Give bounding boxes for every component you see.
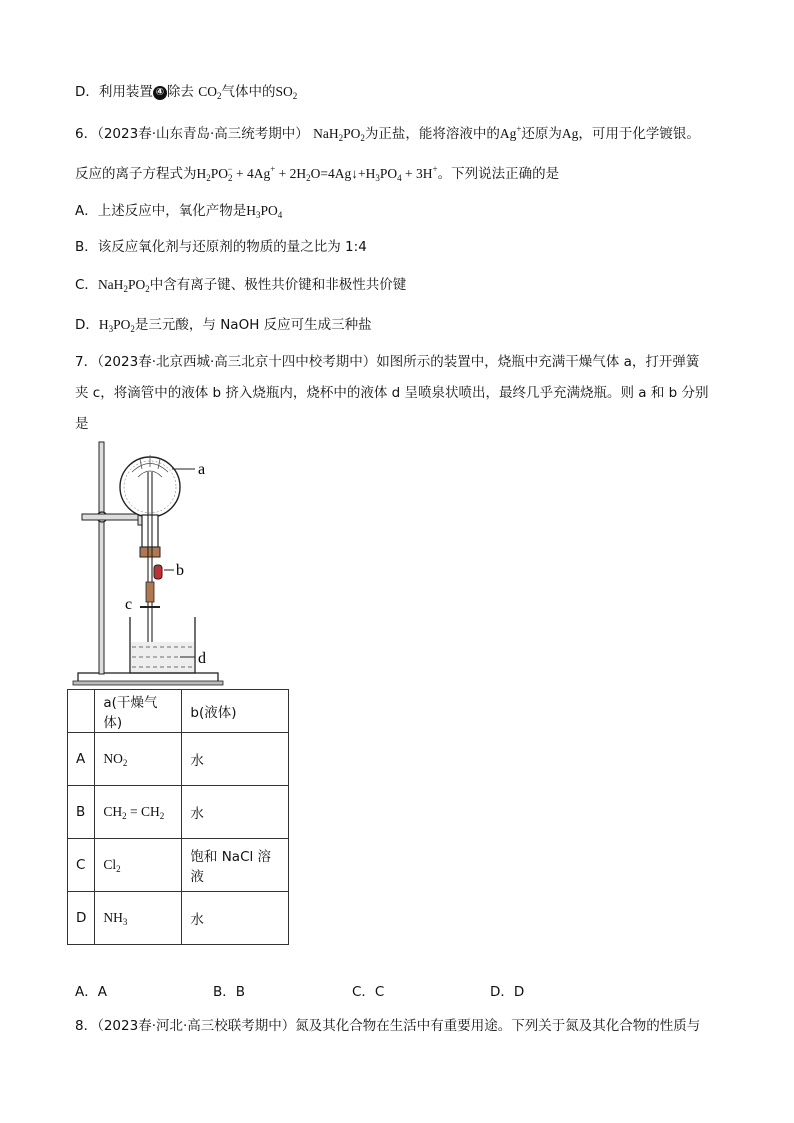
- table-header-a: a(干燥气体): [95, 690, 182, 733]
- label-b: b: [176, 562, 184, 579]
- q6-option-d: [75, 315, 372, 339]
- formula-nah2po2: $NaH_2PO_2$: [313, 126, 365, 143]
- table-header-row: [68, 690, 289, 733]
- row-label: B: [68, 786, 95, 839]
- fountain-apparatus-figure: [70, 437, 240, 687]
- q6-option-d-label: D．: [75, 317, 99, 333]
- gas-formula: $NH_3$: [95, 892, 182, 945]
- gas-formula: $CH_2 = CH_2$: [95, 786, 182, 839]
- q6-text-b2: 。下列说法正确的是: [437, 166, 560, 182]
- ionic-equation: $H_2PO_2^- + 4Ag^+$ + $2H_2O=4Ag↓+H_3PO_4 + 3H^+$: [196, 164, 438, 183]
- formula-h3po2: $H_3PO_2$: [98, 317, 135, 334]
- label-c: c: [125, 596, 133, 613]
- table-row: [68, 733, 289, 786]
- q7-stem-line3: 是: [75, 416, 89, 432]
- q6-text-a4: ，可用于化学镀银。: [578, 126, 700, 142]
- choice-c: C．C: [352, 984, 385, 1000]
- rubber-tube: [146, 582, 154, 602]
- q6-text-a3: 还原为: [521, 126, 562, 142]
- q6-option-b: B．该反应氧化剂与还原剂的物质的量之比为 1:4: [75, 239, 367, 255]
- liquid-cell: 水: [182, 892, 289, 945]
- q6-text-b: 反应的离子方程式为: [75, 166, 197, 182]
- q5-option-d: [75, 82, 297, 106]
- table-row: [68, 786, 289, 839]
- table-cell: [68, 690, 95, 733]
- q6-option-a-text: A．上述反应中，氧化产物是: [75, 203, 247, 219]
- q7-stem-line1: 7．（2023春·北京西城·高三北京十四中校考期中）如图所示的装置中，烧瓶中充满干燥气体 a，打开弹簧: [75, 354, 700, 370]
- q7-options-table: [67, 689, 289, 945]
- q6-option-c-text: 中含有离子键、极性共价键和非极性共价键: [149, 277, 407, 293]
- choice-a: A．A: [75, 984, 107, 1000]
- liquid-cell: 水: [182, 733, 289, 786]
- q6-stem-line1: [75, 119, 700, 148]
- formula-co2: $CO_2$: [198, 84, 222, 101]
- dropper-bulb: [154, 565, 162, 579]
- stopper: [140, 547, 160, 557]
- q5-option-d-text3: 气体中的: [221, 84, 276, 100]
- row-label: A: [68, 733, 95, 786]
- formula-so2: $SO_2$: [275, 84, 298, 101]
- label-a: a: [198, 461, 206, 478]
- gas-formula: $Cl_2$: [95, 839, 182, 892]
- q6-text-a2: 为正盐，能将溶液中的: [364, 126, 500, 142]
- q6-source: 6．（2023春·山东青岛·高三统考期中）: [75, 126, 309, 142]
- formula-nah2po2-c: $NaH_2PO_2$: [97, 277, 150, 294]
- q5-option-d-text: D．利用装置: [75, 84, 153, 100]
- q5-option-d-text2: 除去: [166, 84, 194, 100]
- q6-stem-line2: [75, 159, 559, 188]
- table-header-b: b(液体): [182, 690, 289, 733]
- row-label: C: [68, 839, 95, 892]
- table-row: [68, 839, 289, 892]
- q8-stem-line1: 8．（2023春·河北·高三校联考期中）氮及其化合物在生活中有重要用途。下列关于氮及其化合物的性质与: [75, 1018, 701, 1034]
- stand-rod: [99, 442, 104, 674]
- q6-option-d-text: 是三元酸，与 NaOH 反应可生成三种盐: [134, 317, 372, 333]
- formula-h3po4: $H_3PO_4$: [246, 203, 283, 220]
- choice-d: D．D: [490, 984, 525, 1000]
- q7-stem-line2: 夹 c，将滴管中的液体 b 挤入烧瓶内，烧杯中的液体 d 呈喷泉状喷出，最终几乎充满烧瓶。则 a 和 b 分别: [75, 385, 709, 401]
- formula-ag-plus: Ag+: [499, 124, 522, 141]
- device-number-icon: ④: [153, 86, 167, 100]
- label-d: d: [198, 650, 206, 667]
- table-row: [68, 892, 289, 945]
- q6-option-a: [75, 201, 282, 225]
- q6-option-c: [75, 275, 406, 299]
- formula-ag: Ag: [561, 126, 579, 141]
- choice-b: B．B: [213, 984, 246, 1000]
- row-label: D: [68, 892, 95, 945]
- q6-option-c-label: C．: [75, 277, 98, 293]
- liquid-cell: 饱和 NaCl 溶液: [182, 839, 289, 892]
- liquid-cell: 水: [182, 786, 289, 839]
- gas-formula: $NO_2$: [95, 733, 182, 786]
